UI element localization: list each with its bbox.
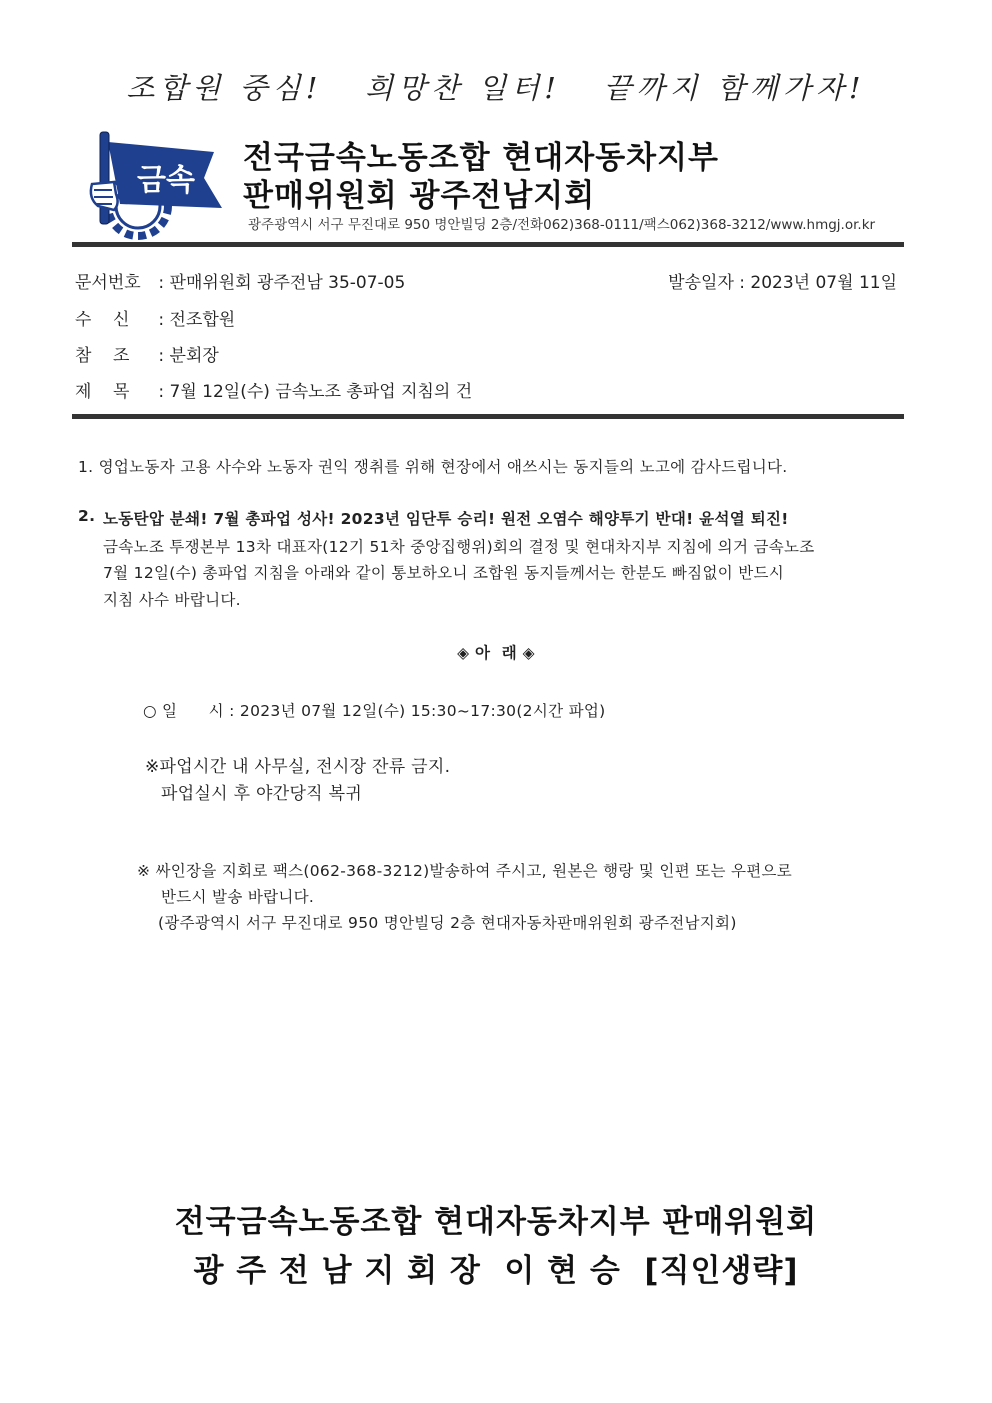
header-rule bbox=[72, 242, 904, 247]
send-date: 발송일자 : 2023년 07월 11일 bbox=[668, 273, 897, 293]
paragraph-2-line-2: 7월 12일(수) 총파업 지침을 아래와 같이 통보하오니 조합원 동지들께서는 한분도 빠짐없이 반드시 bbox=[103, 564, 785, 582]
note-1-line-1: ※파업시간 내 사무실, 전시장 잔류 금지. bbox=[145, 757, 451, 777]
doc-number-value: : 판매위원회 광주전남 35-07-05 bbox=[153, 273, 406, 293]
slogan: 조합원 중심! 희망찬 일터! 끝까지 함께가자! bbox=[126, 71, 866, 105]
union-logo bbox=[86, 128, 226, 240]
note-1-line-2: 파업실시 후 야간당직 복귀 bbox=[161, 784, 363, 804]
recipient-row bbox=[75, 305, 235, 330]
reference-row bbox=[75, 341, 219, 366]
fist-flag-icon bbox=[86, 128, 226, 240]
note-2-line-2: 반드시 발송 바랍니다. bbox=[161, 888, 315, 906]
org-name-line2: 판매위원회 광주전남지회 bbox=[243, 178, 596, 214]
paragraph-1: 1. 영업노동자 고용 사수와 노동자 권익 쟁취를 위해 현장에서 애쓰시는 동지들의 노고에 감사드립니다. bbox=[78, 458, 788, 476]
subject-value: : 7월 12일(수) 금속노조 총파업 지침의 건 bbox=[153, 382, 473, 402]
paragraph-2-line-1: 금속노조 투쟁본부 13차 대표자(12기 51차 중앙집행위)회의 결정 및 현대차지부 지침에 의거 금속노조 bbox=[103, 538, 815, 556]
reference-value: : 분회장 bbox=[153, 346, 219, 366]
signature-org: 전국금속노동조합 현대자동차지부 판매위원회 bbox=[174, 1204, 818, 1240]
org-name-line1: 전국금속노동조합 현대자동차지부 bbox=[243, 140, 719, 176]
doc-number-row bbox=[75, 268, 405, 293]
org-address: 광주광역시 서구 무진대로 950 명안빌딩 2층/전화062)368-0111/팩스062)368-3212/www.hmgj.or.kr bbox=[248, 217, 876, 233]
paragraph-2-line-3: 지침 사수 바랍니다. bbox=[103, 591, 241, 609]
reference-label: 참 조 bbox=[75, 346, 130, 366]
section-title: ◈ 아 래 ◈ bbox=[457, 644, 535, 662]
schedule-line: ○ 일 시 : 2023년 07월 12일(수) 15:30~17:30(2시간 파업) bbox=[143, 702, 606, 720]
recipient-label: 수 신 bbox=[75, 310, 130, 330]
subject-label: 제 목 bbox=[75, 382, 130, 402]
paragraph-2-number: 2. bbox=[78, 507, 96, 525]
meta-rule bbox=[72, 414, 904, 419]
recipient-value: : 전조합원 bbox=[153, 310, 236, 330]
signature-chair: 광 주 전 남 지 회 장 이 현 승 [직인생략] bbox=[193, 1253, 799, 1289]
doc-number-label: 문서번호 bbox=[75, 273, 141, 293]
logo-text: 금속 bbox=[137, 163, 195, 198]
paragraph-2-headline: 노동탄압 분쇄! 7월 총파업 성사! 2023년 임단투 승리! 원전 오염수 해양투기 반대! 윤석열 퇴진! bbox=[103, 510, 789, 528]
subject-row bbox=[75, 377, 472, 402]
note-2-line-3: (광주광역시 서구 무진대로 950 명안빌딩 2층 현대자동차판매위원회 광주전남지회) bbox=[158, 914, 737, 932]
note-2-line-1: ※ 싸인장을 지회로 팩스(062-368-3212)발송하여 주시고, 원본은 행랑 및 인편 또는 우편으로 bbox=[137, 862, 793, 880]
